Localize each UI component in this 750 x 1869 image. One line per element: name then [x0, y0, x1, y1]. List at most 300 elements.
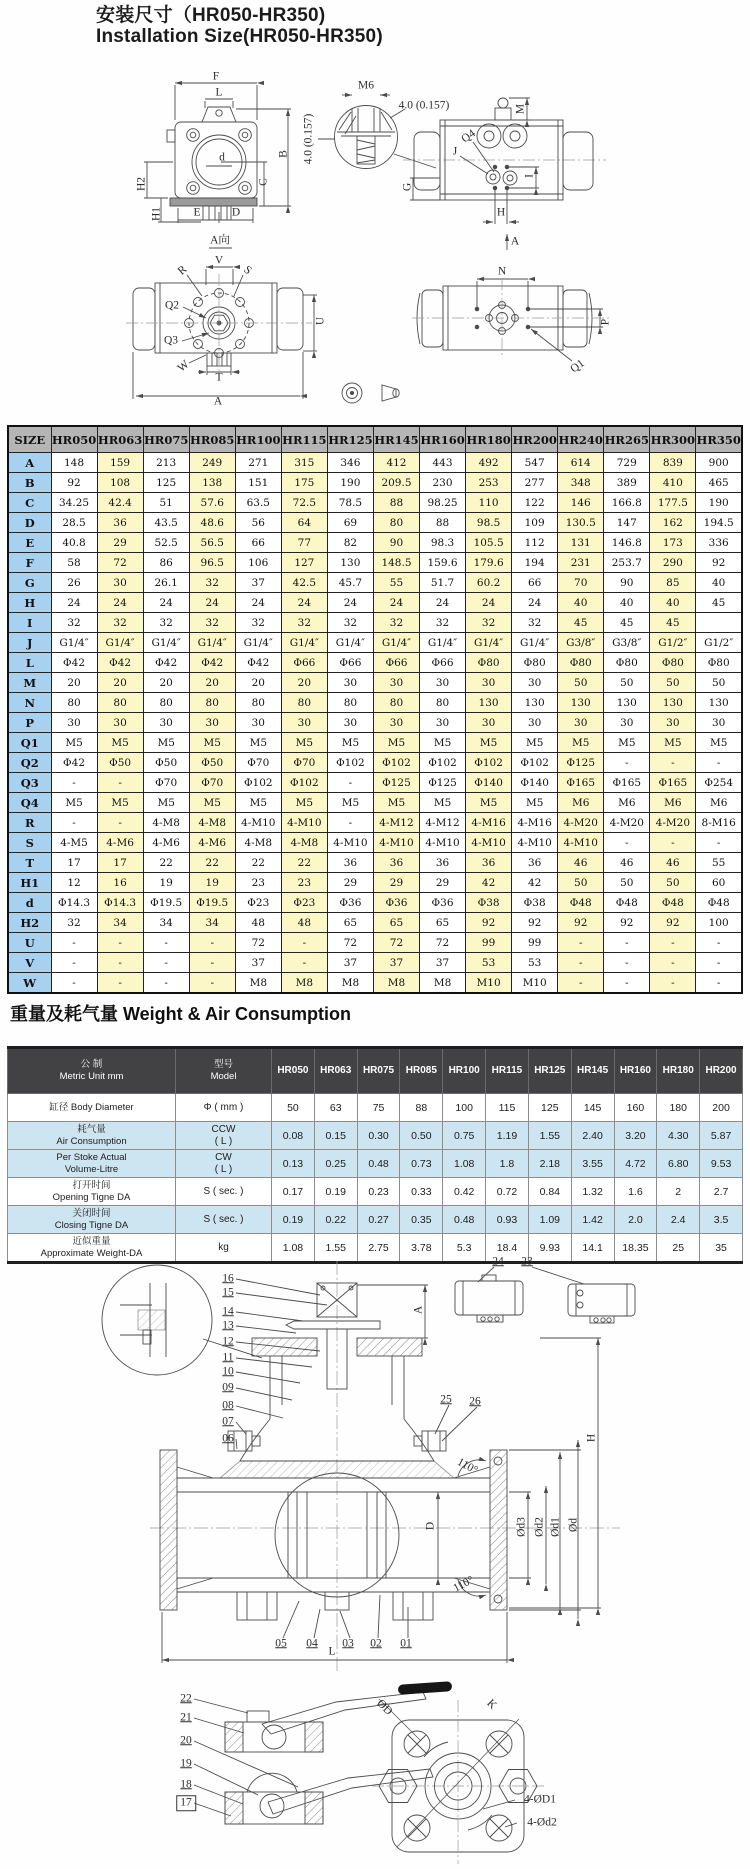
dim-label-top-26: W [175, 358, 192, 375]
size-col-header: HR115 [281, 426, 327, 453]
dim-cell: 80 [373, 693, 419, 713]
dim-cell [696, 613, 742, 633]
dim-cell: - [696, 833, 742, 853]
dim-label-bottom-4: 18 [180, 1778, 192, 1791]
dim-cell: 36 [512, 853, 558, 873]
dim-cell: Φ48 [650, 893, 696, 913]
dim-cell: G1/4″ [51, 633, 97, 653]
weight-row-unit [176, 1122, 272, 1150]
dim-row-label: G [8, 573, 51, 593]
dim-cell: 58 [51, 553, 97, 573]
dim-cell: - [604, 973, 650, 994]
dim-cell: 29 [420, 873, 466, 893]
dim-cell: Φ42 [51, 753, 97, 773]
weight-value-cell: 0.50 [400, 1122, 443, 1150]
dim-cell: M5 [51, 733, 97, 753]
dim-cell: 130.5 [558, 513, 604, 533]
dim-cell: 32 [189, 573, 235, 593]
dim-cell: 45 [558, 613, 604, 633]
text-line: CW [215, 1152, 232, 1163]
dim-label-bottom-1: 21 [180, 1711, 192, 1724]
dim-row [8, 713, 742, 733]
size-col-header: HR075 [143, 426, 189, 453]
dim-cell: 130 [650, 693, 696, 713]
dim-cell: 46 [558, 853, 604, 873]
dim-cell: 29 [373, 873, 419, 893]
dim-cell: Φ66 [327, 653, 373, 673]
dim-cell: 55 [373, 573, 419, 593]
dim-cell: - [604, 753, 650, 773]
dim-label-top-12: M [514, 103, 527, 115]
dim-cell: 88 [373, 493, 419, 513]
weight-row [8, 1094, 743, 1122]
dim-label-valve-3: 13 [222, 1319, 234, 1332]
dim-cell: Φ125 [373, 773, 419, 793]
dim-cell: M10 [512, 973, 558, 994]
dim-cell: - [650, 933, 696, 953]
dim-cell: 125 [143, 473, 189, 493]
dim-label-valve-25: 04 [306, 1637, 318, 1650]
dim-label-valve-4: 12 [222, 1335, 234, 1348]
text-line: ( L ) [214, 1135, 233, 1147]
dim-label-bottom-0: 22 [180, 1692, 192, 1705]
actuator-side-view [403, 98, 606, 250]
dim-row [8, 553, 742, 573]
dim-cell: 40 [696, 573, 742, 593]
dim-cell: 175 [281, 473, 327, 493]
dim-row [8, 833, 742, 853]
dim-label-top-7: E [193, 206, 201, 219]
model-col-header: HR180 [657, 1048, 700, 1094]
dim-cell: M5 [143, 733, 189, 753]
dim-cell: - [604, 933, 650, 953]
dim-cell: 24 [143, 593, 189, 613]
text-line: CCW [211, 1124, 236, 1135]
metric-unit-header [8, 1048, 176, 1094]
dim-cell: 99 [512, 933, 558, 953]
dim-label-valve-19: D [424, 1521, 437, 1531]
dim-cell: M5 [327, 793, 373, 813]
dim-cell: 4-M16 [512, 813, 558, 833]
dim-cell: Φ42 [235, 653, 281, 673]
weight-row-unit [176, 1150, 272, 1178]
dim-cell: 147 [604, 513, 650, 533]
dim-cell: 16 [97, 873, 143, 893]
dim-cell: 34 [97, 913, 143, 933]
dim-cell: 24 [420, 593, 466, 613]
model-col-header: HR100 [443, 1048, 486, 1094]
dim-cell: 4-M12 [420, 813, 466, 833]
dim-row-label: H [8, 593, 51, 613]
dim-cell: 4-M20 [650, 813, 696, 833]
dim-cell: 90 [604, 573, 650, 593]
text-line: ( L ) [214, 1163, 233, 1175]
dim-cell: 30 [373, 713, 419, 733]
weight-value-cell: 0.73 [400, 1150, 443, 1178]
dim-cell: 86 [143, 553, 189, 573]
dim-cell: 4-M8 [143, 813, 189, 833]
weight-value-cell: 0.48 [443, 1206, 486, 1234]
dim-cell: 50 [558, 873, 604, 893]
dim-cell: G1/4″ [235, 633, 281, 653]
dim-cell: Φ140 [512, 773, 558, 793]
dim-cell: - [696, 933, 742, 953]
weight-value-cell: 2.4 [657, 1206, 700, 1234]
dim-row [8, 513, 742, 533]
dim-cell: - [189, 973, 235, 994]
dim-cell: 190 [327, 473, 373, 493]
dim-label-top-16: G [401, 182, 414, 192]
dim-cell: M10 [466, 973, 512, 994]
dim-cell: - [143, 973, 189, 994]
dim-label-top-29: N [497, 265, 507, 278]
dim-cell: 72 [235, 933, 281, 953]
dim-cell: M5 [373, 733, 419, 753]
model-col-header: HR160 [614, 1048, 657, 1094]
dim-row [8, 593, 742, 613]
weight-row [8, 1178, 743, 1206]
dim-cell: 32 [51, 613, 97, 633]
dim-cell: 72 [373, 933, 419, 953]
dim-cell: 66 [512, 573, 558, 593]
dim-cell: 99 [466, 933, 512, 953]
dim-row-label: Q2 [8, 753, 51, 773]
size-col-header: HR125 [327, 426, 373, 453]
weight-value-cell: 88 [400, 1094, 443, 1122]
dim-row [8, 893, 742, 913]
dim-cell: - [189, 933, 235, 953]
weight-value-cell: 125 [528, 1094, 571, 1122]
dim-cell: Φ36 [373, 893, 419, 913]
dim-cell: Φ42 [143, 653, 189, 673]
dim-cell: M6 [604, 793, 650, 813]
dim-cell: M5 [512, 793, 558, 813]
weight-value-cell: 0.19 [272, 1206, 315, 1234]
dim-cell: M5 [189, 733, 235, 753]
size-col-header: HR063 [97, 426, 143, 453]
weight-value-cell: 0.48 [357, 1150, 400, 1178]
model-col-header: HR085 [400, 1048, 443, 1094]
dim-cell: - [143, 953, 189, 973]
dim-cell: 131 [558, 533, 604, 553]
valve-assembly-svg [0, 1255, 750, 1680]
dim-cell: Φ102 [281, 773, 327, 793]
dim-cell: 194.5 [696, 513, 742, 533]
dim-label-top-24: Q3 [163, 334, 179, 347]
dim-cell: 17 [51, 853, 97, 873]
dim-cell: 23 [281, 873, 327, 893]
dim-cell: 24 [97, 593, 143, 613]
dim-cell: 900 [696, 453, 742, 473]
dim-cell: 60.2 [466, 573, 512, 593]
dim-cell: 30 [97, 573, 143, 593]
part-callout-leaders [236, 1267, 584, 1638]
dim-cell: 30 [512, 713, 558, 733]
dim-row-label: M [8, 673, 51, 693]
dim-label-top-28: A [213, 395, 223, 408]
dim-cell: 389 [604, 473, 650, 493]
dim-cell: 151 [235, 473, 281, 493]
dim-cell: 4-M16 [466, 813, 512, 833]
size-col-header: HR180 [466, 426, 512, 453]
weight-value-cell: 0.22 [314, 1206, 357, 1234]
dim-cell: 4-M8 [281, 833, 327, 853]
dim-cell: 50 [650, 873, 696, 893]
dim-cell: 4-M8 [189, 813, 235, 833]
size-col-header: HR240 [558, 426, 604, 453]
text-line: 缸径 Body Diameter [49, 1101, 134, 1113]
dim-cell: - [97, 933, 143, 953]
dim-row [8, 453, 742, 473]
dim-row [8, 873, 742, 893]
size-col-header: HR145 [373, 426, 419, 453]
dim-label-top-17: H [496, 206, 506, 219]
dim-cell: Φ125 [558, 753, 604, 773]
dim-cell: - [97, 773, 143, 793]
weight-row [8, 1122, 743, 1150]
dim-cell: 51 [143, 493, 189, 513]
dim-row [8, 633, 742, 653]
dim-cell: 32 [327, 613, 373, 633]
dim-cell: 80 [51, 693, 97, 713]
dim-row-label: P [8, 713, 51, 733]
text-line: S ( sec. ) [203, 1185, 244, 1197]
weight-value-cell: 0.72 [486, 1178, 529, 1206]
weight-value-cell: 18.4 [486, 1234, 529, 1263]
dim-label-valve-5: 11 [222, 1351, 234, 1364]
dim-cell: 159.6 [420, 553, 466, 573]
handle-assembly-upper [225, 1692, 426, 1752]
dim-cell: M8 [373, 973, 419, 994]
stem-assembly [286, 1283, 380, 1389]
dim-cell: - [696, 753, 742, 773]
weight-value-cell: 2.75 [357, 1234, 400, 1263]
dim-cell: 4-M10 [420, 833, 466, 853]
weight-value-cell: 1.08 [443, 1150, 486, 1178]
dim-label-top-14: J [452, 145, 458, 158]
dim-cell: Φ70 [281, 753, 327, 773]
dim-cell: 56 [235, 513, 281, 533]
dim-cell: 4-M10 [235, 813, 281, 833]
dim-cell: - [281, 953, 327, 973]
dim-cell: 34 [189, 913, 235, 933]
dim-cell: 43.5 [143, 513, 189, 533]
dim-label-bottom-5: 17 [176, 1795, 196, 1811]
dim-cell: Φ23 [281, 893, 327, 913]
dim-cell: 348 [558, 473, 604, 493]
dim-cell: 72 [327, 933, 373, 953]
dim-cell: - [281, 933, 327, 953]
dim-row [8, 653, 742, 673]
dim-cell: 34 [143, 913, 189, 933]
dim-label-top-22: S [241, 263, 254, 278]
text-line: 型号 [213, 1059, 233, 1070]
dim-cell: 37 [373, 953, 419, 973]
dim-cell: 108 [97, 473, 143, 493]
dim-cell: 22 [189, 853, 235, 873]
weight-row-label [8, 1122, 176, 1150]
dim-cell: Φ19.5 [143, 893, 189, 913]
weight-value-cell: 75 [357, 1094, 400, 1122]
dim-cell: 30 [420, 713, 466, 733]
dim-row-label: N [8, 693, 51, 713]
dim-cell: 4-M12 [373, 813, 419, 833]
dim-cell: Φ50 [143, 753, 189, 773]
dim-cell: 177.5 [650, 493, 696, 513]
size-col-header: HR085 [189, 426, 235, 453]
dim-cell: Φ254 [696, 773, 742, 793]
dim-cell: 92 [51, 473, 97, 493]
dim-cell: 130 [327, 553, 373, 573]
weight-value-cell: 1.6 [614, 1178, 657, 1206]
dim-cell: 492 [466, 453, 512, 473]
dim-row [8, 693, 742, 713]
dim-table-header-row [8, 426, 742, 453]
dim-cell: 24 [51, 593, 97, 613]
size-col-header: HR300 [650, 426, 696, 453]
dim-cell: 70 [558, 573, 604, 593]
text-line: Opening Tigne DA [52, 1191, 131, 1203]
dim-row [8, 813, 742, 833]
dim-label-top-9: M6 [358, 79, 374, 92]
dim-cell: - [604, 953, 650, 973]
dim-cell: G1/2″ [696, 633, 742, 653]
weight-value-cell: 9.53 [700, 1150, 743, 1178]
dim-row [8, 773, 742, 793]
page-title-en: Installation Size(HR050-HR350) [96, 26, 383, 47]
weight-value-cell: 3.5 [700, 1206, 743, 1234]
dim-cell: G1/4″ [466, 633, 512, 653]
dim-cell: 92 [696, 553, 742, 573]
dim-cell: 60 [696, 873, 742, 893]
dim-label-valve-16: H [585, 1433, 598, 1443]
dim-label-top-15: I [523, 174, 536, 178]
weight-value-cell: 5.3 [443, 1234, 486, 1263]
dim-cell: 98.25 [420, 493, 466, 513]
weight-value-cell: 0.19 [314, 1178, 357, 1206]
dim-cell: M5 [97, 793, 143, 813]
dim-cell: 4-M10 [281, 813, 327, 833]
dim-cell: 80 [373, 513, 419, 533]
dim-cell: 4-M6 [189, 833, 235, 853]
text-line: Per Stoke Actual [56, 1152, 127, 1163]
weight-value-cell: 1.55 [528, 1122, 571, 1150]
dim-cell: 30 [327, 673, 373, 693]
dim-cell: 24 [327, 593, 373, 613]
dim-cell: 42.5 [281, 573, 327, 593]
dim-row [8, 573, 742, 593]
dim-label-top-4: d [219, 151, 225, 164]
dim-cell: 80 [189, 693, 235, 713]
dim-row-label: H1 [8, 873, 51, 893]
weight-value-cell: 0.42 [443, 1178, 486, 1206]
weight-air-consumption-table [7, 1046, 743, 1264]
dim-cell: 547 [512, 453, 558, 473]
dim-label-valve-7: 09 [222, 1381, 234, 1394]
page-title [96, 5, 383, 47]
dim-row-label: C [8, 493, 51, 513]
dim-cell: 30 [281, 713, 327, 733]
dim-cell: 32 [97, 613, 143, 633]
dim-cell: 72.5 [281, 493, 327, 513]
dim-label-top-3: C [257, 178, 270, 186]
dim-cell: Φ102 [373, 753, 419, 773]
dim-cell: 30 [51, 713, 97, 733]
dim-cell: 22 [143, 853, 189, 873]
dim-cell: 130 [512, 693, 558, 713]
dim-label-top-10: 4.0 (0.157) [398, 99, 450, 112]
dim-cell: 4-M10 [558, 833, 604, 853]
weight-value-cell: 115 [486, 1094, 529, 1122]
dim-label-top-25: U [314, 316, 327, 326]
dim-cell: 20 [281, 673, 327, 693]
handle-grip-top [398, 1681, 453, 1695]
dim-label-top-13: Q4 [459, 127, 478, 146]
dim-cell: 26 [51, 573, 97, 593]
dim-row-label: U [8, 933, 51, 953]
dim-cell: - [51, 933, 97, 953]
dim-cell: 162 [650, 513, 696, 533]
dim-cell: Φ102 [512, 753, 558, 773]
text-line: 近似重量 [72, 1236, 111, 1247]
weight-value-cell: 50 [272, 1094, 315, 1122]
dim-cell: 37 [235, 573, 281, 593]
dim-label-top-21: R [175, 263, 190, 278]
text-line: 打开时间 [72, 1180, 111, 1191]
dim-cell: 29 [327, 873, 373, 893]
weight-value-cell: 0.08 [272, 1122, 315, 1150]
dim-cell: 80 [97, 693, 143, 713]
text-line: S ( sec. ) [203, 1213, 244, 1225]
dim-label-top-23: Q2 [164, 299, 180, 312]
dim-cell: 37 [235, 953, 281, 973]
dim-cell: 66 [235, 533, 281, 553]
dim-cell: 127 [281, 553, 327, 573]
weight-value-cell: 1.55 [314, 1234, 357, 1263]
dim-cell: 412 [373, 453, 419, 473]
dim-cell: 410 [650, 473, 696, 493]
dim-cell: 315 [281, 453, 327, 473]
dim-cell: 105.5 [466, 533, 512, 553]
dim-cell: M5 [97, 733, 143, 753]
dim-cell: M5 [235, 793, 281, 813]
weight-value-cell: 1.32 [571, 1178, 614, 1206]
dim-row [8, 973, 742, 994]
dim-cell: M5 [650, 733, 696, 753]
dim-cell: 56.5 [189, 533, 235, 553]
dim-cell: 32 [189, 613, 235, 633]
dim-cell: 32 [512, 613, 558, 633]
dim-cell: 24 [235, 593, 281, 613]
dim-cell: 20 [143, 673, 189, 693]
dim-cell: Φ48 [696, 893, 742, 913]
dim-cell: 465 [696, 473, 742, 493]
dim-label-bottom-2: 20 [180, 1734, 192, 1747]
dim-label-bottom-7: K [484, 1697, 499, 1712]
dim-cell: 48 [235, 913, 281, 933]
dim-cell: 130 [558, 693, 604, 713]
installation-drawings [0, 46, 750, 425]
dim-cell: 77 [281, 533, 327, 553]
dim-row-label: I [8, 613, 51, 633]
dim-cell: 443 [420, 453, 466, 473]
weight-value-cell: 14.1 [571, 1234, 614, 1263]
dim-cell: 50 [558, 673, 604, 693]
weight-value-cell: 3.78 [400, 1234, 443, 1263]
dim-row-label: Q3 [8, 773, 51, 793]
text-line: 耗气量 [77, 1124, 106, 1135]
weight-value-cell: 3.20 [614, 1122, 657, 1150]
